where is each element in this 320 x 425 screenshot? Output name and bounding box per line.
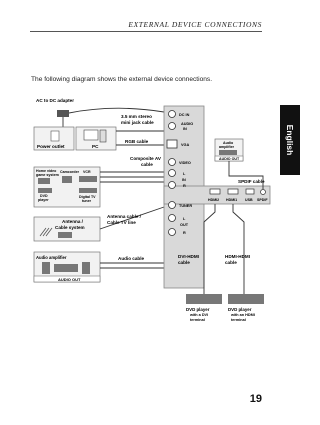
page-number: 19 (249, 393, 262, 405)
audio-r-in-port (169, 182, 176, 189)
dvd-dvi-label-1: DVD player (186, 307, 210, 312)
game-console-icon (38, 178, 50, 184)
camcorder-icon (62, 176, 72, 183)
audio-r-out-port (169, 229, 176, 236)
game-system-label-1: Home video (36, 169, 57, 173)
dvi-hdmi-label-1: DVI-HDMI (178, 254, 199, 259)
video-label: VIDEO (179, 161, 191, 165)
l-out-label: L (183, 217, 186, 221)
composite-cable-label-2: cable (141, 162, 153, 167)
antenna-label-2: Cable system (55, 225, 85, 230)
page-header-title: EXTERNAL DEVICE CONNECTIONS (128, 20, 262, 29)
audio-l-in-port (169, 170, 176, 177)
audio-in-label-1: AUDIO (181, 122, 194, 126)
composite-cable-label-1: Composite AV (130, 156, 161, 161)
vcr-label: VCR (83, 170, 91, 174)
usb-label: USB (245, 198, 253, 202)
audio-cable-label: Audio cable (118, 256, 145, 261)
camcorder-label: Camcorder (60, 170, 79, 174)
antenna-cable-label-2: Cable TV line (107, 220, 136, 225)
stereo-cable-label-1: 3.5 mm stereo (121, 114, 152, 119)
l-in-label: L (183, 172, 186, 176)
dvi-hdmi-cable-line (204, 204, 215, 294)
power-outlet-label: Power outlet (37, 144, 65, 149)
tv-tuner-icon (79, 188, 97, 193)
intro-text: The following diagram shows the external device connections. (31, 76, 213, 83)
antenna-cable-label-1: Antenna cable / (107, 214, 141, 219)
outlet-icon (51, 131, 59, 141)
right-amplifier-icon (219, 150, 237, 155)
vga-port (167, 140, 177, 148)
dvd-dvi-player-icon (186, 294, 222, 304)
hdmi2-label: HDMI2 (208, 198, 220, 202)
audio-in-label-2: IN (183, 127, 187, 131)
tv-tuner-label-1: Digital TV (79, 195, 96, 199)
tuner-port (169, 202, 176, 209)
dvd-hdmi-label-1: DVD player (228, 307, 252, 312)
amplifier-icon (54, 264, 78, 272)
dvi-hdmi-label-2: cable (178, 260, 190, 265)
right-amplifier-label-1: Audio (223, 141, 234, 145)
cable-box-icon (58, 232, 72, 238)
game-system-label-2: game system (36, 173, 59, 177)
dvd-hdmi-label-2: with an HDMI (231, 313, 255, 317)
dvd-hdmi-player-icon (228, 294, 264, 304)
r-in-label: R (183, 184, 186, 188)
monitor-icon (84, 130, 98, 140)
hdmi1-label: HDMI1 (226, 198, 238, 202)
spdif-cable-label: SPDIF cable (238, 179, 265, 184)
dvd-hdmi-label-3: terminal (231, 318, 246, 322)
audio-in-port (169, 123, 176, 130)
pc-label: PC (92, 144, 99, 149)
ac-adapter-icon (57, 110, 69, 117)
right-amplifier-label-2: amplifier (219, 145, 234, 149)
r-out-label: R (183, 231, 186, 235)
vcr-icon (79, 176, 97, 182)
antenna-label-1: Antenna / (62, 219, 83, 224)
speaker-left-icon (42, 262, 50, 274)
spdif-port (261, 190, 266, 195)
spdif-label: SPDIF (257, 198, 268, 202)
audio-amplifier-label: Audio amplifier (36, 255, 67, 260)
audio-l-out-port (169, 215, 176, 222)
dvd-dvi-label-3: terminal (190, 318, 205, 322)
hdmi1-port (228, 189, 238, 194)
tv-tuner-label-2: tuner (82, 199, 91, 203)
dc-in-label: DC IN (179, 113, 190, 117)
spdif-cable-line (229, 161, 263, 189)
dc-in-port (169, 111, 176, 118)
stereo-cable-label-2: mini jack cable (121, 120, 154, 125)
dvd-player-label-2: player (38, 198, 49, 202)
usb-port (246, 189, 254, 194)
speaker-right-icon (82, 262, 90, 274)
dvd-dvi-label-2: with a DVI (190, 313, 209, 317)
dvd-player-icon (38, 188, 52, 193)
in-label: IN (182, 178, 186, 182)
audio-out-label: AUDIO OUT (58, 277, 81, 282)
hdmi-hdmi-cable-line (233, 204, 244, 294)
out-label: OUT (180, 223, 189, 227)
ac-adapter-label: AC to DC adapter (36, 98, 75, 103)
right-audio-out-label: AUDIO OUT (219, 157, 240, 161)
tuner-label: TUNER (179, 204, 193, 208)
pc-tower-icon (100, 130, 106, 142)
hdmi-hdmi-label-2: cable (225, 260, 237, 265)
video-port (169, 159, 176, 166)
language-tab-label: English (285, 124, 295, 156)
hdmi-hdmi-label-1: HDMI-HDMI (225, 254, 251, 259)
vga-label: VGA (181, 143, 190, 147)
dc-power-cable (69, 108, 164, 113)
rgb-cable-label: RGB cable (125, 139, 149, 144)
hdmi2-port (210, 189, 220, 194)
dvd-player-label-1: DVD (40, 194, 48, 198)
